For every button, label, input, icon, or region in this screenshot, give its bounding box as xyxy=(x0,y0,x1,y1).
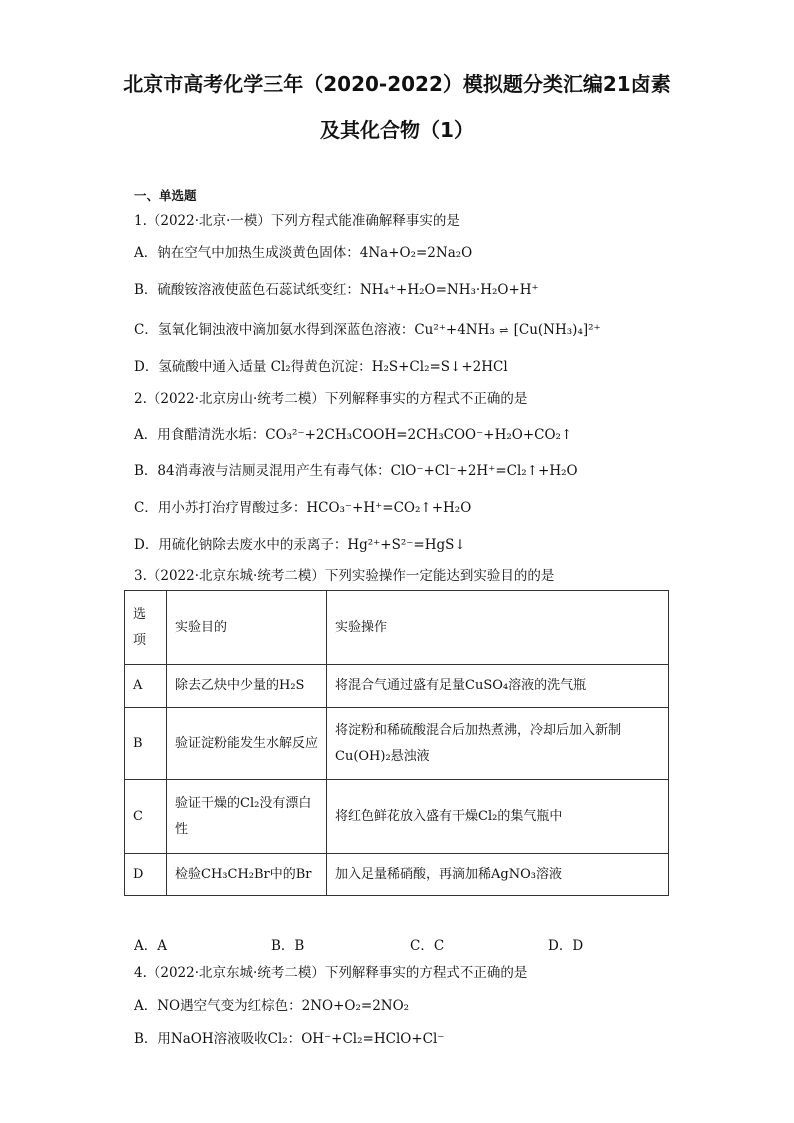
q1-stem: 1.（2022·北京·一模）下列方程式能准确解释事实的是 xyxy=(134,213,460,229)
row-operation: 将红色鲜花放入盛有干燥Cl₂的集气瓶中 xyxy=(327,780,669,854)
q2-c-equation: HCO₃⁻+H⁺=CO₂↑+H₂O xyxy=(306,500,472,516)
q2-a-text: A．用食醋清洗水垢： xyxy=(134,427,266,443)
q1-b-text: B．硫酸铵溶液使蓝色石蕊试纸变红： xyxy=(134,282,360,298)
q3-stem: 3.（2022·北京东城·统考二模）下列实验操作一定能达到实验目的的是 xyxy=(134,568,555,584)
q1-d-mid: Cl₂ xyxy=(270,359,291,375)
q4-a-text: A．NO遇空气变为红棕色： xyxy=(134,998,302,1014)
q1-d-text2: 得黄色沉淀： xyxy=(290,359,372,375)
q1-option-a xyxy=(134,244,472,262)
header-operation: 实验操作 xyxy=(327,591,669,665)
q1-option-b xyxy=(134,281,539,299)
q2-option-b xyxy=(134,462,578,480)
q2-b-equation: ClO⁻+Cl⁻+2H⁺=Cl₂↑+H₂O xyxy=(390,463,578,479)
q1-d-text: D．氢硫酸中通入适量 xyxy=(134,359,267,375)
q3-choice-c: C．C xyxy=(410,938,445,954)
q1-c-equation-right: [Cu(NH₃)₄]²⁺ xyxy=(513,322,601,338)
q2-a-equation: CO₃²⁻+2CH₃COOH=2CH₃COO⁻+H₂O+CO₂↑ xyxy=(265,427,573,443)
q1-a-text: A．钠在空气中加热生成淡黄色固体： xyxy=(134,245,360,261)
document-title-line1: 北京市高考化学三年（2020-2022）模拟题分类汇编21卤素 xyxy=(123,72,671,96)
q3-choice-d: D．D xyxy=(548,938,584,954)
table-row xyxy=(125,708,669,780)
row-operation: 加入足量稀硝酸，再滴加稀AgNO₃溶液 xyxy=(327,854,669,896)
q1-c-text: C．氢氧化铜浊液中滴加氨水得到深蓝色溶液： xyxy=(134,322,415,338)
q4-b-equation: OH⁻+Cl₂=HClO+Cl⁻ xyxy=(301,1031,445,1047)
header-option: 选项 xyxy=(125,591,167,665)
row-option: D xyxy=(125,854,167,896)
header-goal: 实验目的 xyxy=(167,591,327,665)
section-heading: 一、单选题 xyxy=(134,188,197,203)
q4-option-a xyxy=(134,997,409,1015)
table-row xyxy=(125,665,669,708)
document-title-line2: 及其化合物（1） xyxy=(320,118,474,142)
q1-a-equation: 4Na+O₂=2Na₂O xyxy=(359,245,473,261)
q4-b-text: B．用NaOH溶液吸收Cl₂： xyxy=(134,1031,302,1047)
q2-option-d xyxy=(134,536,466,554)
q2-c-text: C．用小苏打治疗胃酸过多： xyxy=(134,500,307,516)
q3-choice-b: B．B xyxy=(271,938,305,954)
q1-b-equation: NH₄⁺+H₂O=NH₃·H₂O+H⁺ xyxy=(359,282,539,298)
q2-b-text: B．84消毒液与洁厕灵混用产生有毒气体： xyxy=(134,463,391,479)
table-row xyxy=(125,854,669,896)
q4-a-equation: 2NO+O₂=2NO₂ xyxy=(301,998,410,1014)
q4-option-b xyxy=(134,1030,444,1048)
row-goal: 验证干燥的Cl₂没有漂白性 xyxy=(167,780,327,854)
q3-choice-a: A．A xyxy=(134,938,167,954)
q4-stem: 4.（2022·北京东城·统考二模）下列解释事实的方程式不正确的是 xyxy=(134,965,528,981)
q1-option-d xyxy=(134,358,508,376)
row-option: C xyxy=(125,780,167,854)
row-operation: 将淀粉和稀硫酸混合后加热煮沸，冷却后加入新制Cu(OH)₂悬浊液 xyxy=(327,708,669,780)
equilibrium-arrow-icon: ⇌ xyxy=(499,324,510,337)
q2-stem: 2.（2022·北京房山·统考二模）下列解释事实的方程式不正确的是 xyxy=(134,391,528,407)
table-header-row xyxy=(125,591,669,665)
q2-option-a xyxy=(134,426,572,444)
q1-d-equation: H₂S+Cl₂=S↓+2HCl xyxy=(371,359,508,375)
q2-d-equation: Hg²⁺+S²⁻=HgS↓ xyxy=(347,537,466,553)
row-operation: 将混合气通过盛有足量CuSO₄溶液的洗气瓶 xyxy=(327,665,669,708)
q1-c-equation-left: Cu²⁺+4NH₃ xyxy=(414,322,495,338)
table-row xyxy=(125,780,669,854)
row-goal: 验证淀粉能发生水解反应 xyxy=(167,708,327,780)
q1-option-c xyxy=(134,321,601,340)
experiment-table xyxy=(124,590,669,896)
row-goal: 检验CH₃CH₂Br中的Br xyxy=(167,854,327,896)
row-goal: 除去乙炔中少量的H₂S xyxy=(167,665,327,708)
q2-option-c xyxy=(134,499,471,517)
row-option: B xyxy=(125,708,167,780)
q2-d-text: D．用硫化钠除去废水中的汞离子： xyxy=(134,537,348,553)
row-option: A xyxy=(125,665,167,708)
